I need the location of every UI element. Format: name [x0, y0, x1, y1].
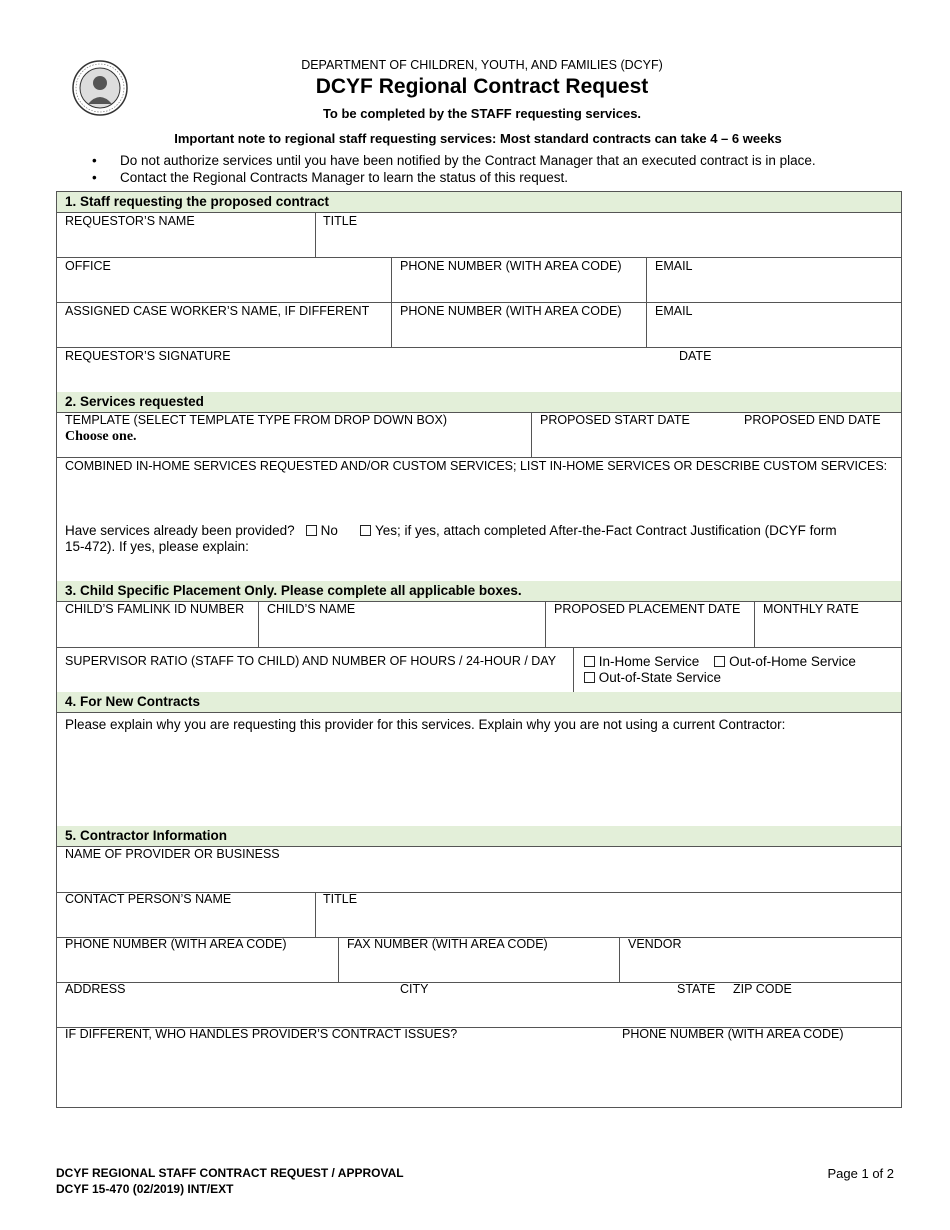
requestor-name-field[interactable]: REQUESTOR’S NAME: [65, 214, 195, 228]
form-subtitle: To be completed by the STAFF requesting services.: [322, 106, 642, 121]
section-4-heading: 4. For New Contracts: [57, 692, 901, 713]
list-item: • Contact the Regional Contracts Manager to learn the status of this request.: [92, 169, 568, 185]
template-dropdown[interactable]: Choose one.: [65, 429, 137, 444]
footer-form-name: DCYF REGIONAL STAFF CONTRACT REQUEST / APPROVAL: [56, 1166, 404, 1180]
requestor-phone-field[interactable]: PHONE NUMBER (WITH AREA CODE): [400, 259, 622, 273]
page-number: Page 1 of 2: [827, 1166, 894, 1181]
template-label: TEMPLATE (SELECT TEMPLATE TYPE FROM DROP DOWN BOX): [65, 413, 448, 427]
requestor-title-field[interactable]: TITLE: [323, 214, 358, 228]
address-field[interactable]: ADDRESS: [65, 982, 126, 996]
famlink-id-field[interactable]: CHILD’S FAMLINK ID NUMBER: [65, 602, 245, 616]
vendor-field[interactable]: VENDOR: [628, 937, 682, 951]
yes-checkbox[interactable]: [360, 525, 371, 536]
contract-issues-phone-field[interactable]: PHONE NUMBER (WITH AREA CODE): [622, 1027, 844, 1041]
case-worker-email-field[interactable]: EMAIL: [655, 304, 693, 318]
child-name-field[interactable]: CHILD’S NAME: [267, 602, 356, 616]
requestor-signature-field[interactable]: REQUESTOR’S SIGNATURE: [65, 349, 231, 363]
section-1-heading: 1. Staff requesting the proposed contract: [57, 192, 901, 213]
provider-phone-field[interactable]: PHONE NUMBER (WITH AREA CODE): [65, 937, 287, 951]
new-contract-explanation-field[interactable]: Please explain why you are requesting this provider for this services. Explain why you are not using a current Contractor:: [65, 717, 786, 732]
service-type-options: [584, 654, 856, 669]
state-field[interactable]: STATE: [677, 982, 716, 996]
case-worker-phone-field[interactable]: PHONE NUMBER (WITH AREA CODE): [400, 304, 622, 318]
list-item: • Do not authorize services until you have been notified by the Contract Manager that an executed contract is in place.: [92, 153, 816, 168]
contact-title-field[interactable]: TITLE: [323, 892, 358, 906]
important-note: Important note to regional staff requesting services: Most standard contracts can take 4 – 6 weeks: [174, 131, 782, 146]
services-explain-field[interactable]: 15-472). If yes, please explain:: [65, 539, 249, 554]
in-home-label: In-Home Service: [598, 654, 700, 669]
contract-issues-contact-field[interactable]: IF DIFFERENT, WHO HANDLES PROVIDER’S CONTRACT ISSUES?: [65, 1027, 458, 1041]
requestor-email-field[interactable]: EMAIL: [655, 259, 693, 273]
zip-code-field[interactable]: ZIP CODE: [733, 982, 792, 996]
services-provided-question: Have services already been provided? No Yes; if yes, attach completed After-the-Fact Contract Justification (DCYF form: [65, 523, 837, 538]
provider-name-field[interactable]: NAME OF PROVIDER OR BUSINESS: [65, 847, 280, 861]
department-name: DEPARTMENT OF CHILDREN, YOUTH, AND FAMILIES (DCYF): [301, 58, 663, 72]
placement-date-field[interactable]: PROPOSED PLACEMENT DATE: [554, 602, 741, 616]
out-of-home-label: Out-of-Home Service: [729, 654, 856, 669]
section-2-heading: 2. Services requested: [57, 392, 901, 413]
contract-request-form: [56, 191, 902, 1108]
provider-fax-field[interactable]: FAX NUMBER (WITH AREA CODE): [347, 937, 548, 951]
combined-services-field[interactable]: COMBINED IN-HOME SERVICES REQUESTED AND/OR CUSTOM SERVICES; LIST IN-HOME SERVICES OR DESCRIBE CUSTOM SERVICES:: [65, 459, 888, 473]
section-5-heading: 5. Contractor Information: [57, 826, 901, 847]
supervisor-ratio-field[interactable]: SUPERVISOR RATIO (STAFF TO CHILD) AND NUMBER OF HOURS / 24-HOUR / DAY: [65, 654, 557, 668]
in-home-checkbox[interactable]: [584, 656, 595, 667]
contact-name-field[interactable]: CONTACT PERSON’S NAME: [65, 892, 232, 906]
proposed-end-date-field[interactable]: PROPOSED END DATE: [744, 413, 881, 427]
yes-label: Yes; if yes, attach completed After-the-Fact Contract Justification (DCYF form: [374, 523, 837, 538]
out-of-home-checkbox[interactable]: [714, 656, 725, 667]
out-of-state-checkbox[interactable]: [584, 672, 595, 683]
out-of-state-label: Out-of-State Service: [598, 670, 722, 685]
office-field[interactable]: OFFICE: [65, 259, 111, 273]
proposed-start-date-field[interactable]: PROPOSED START DATE: [540, 413, 690, 427]
case-worker-name-field[interactable]: ASSIGNED CASE WORKER’S NAME, IF DIFFERENT: [65, 304, 370, 318]
no-label: No: [320, 523, 338, 538]
out-of-state-option: [584, 670, 721, 685]
monthly-rate-field[interactable]: MONTHLY RATE: [763, 602, 859, 616]
section-3-heading: 3. Child Specific Placement Only. Please complete all applicable boxes.: [57, 581, 901, 602]
form-title: DCYF Regional Contract Request: [315, 75, 649, 98]
signature-date-field[interactable]: DATE: [679, 349, 712, 363]
instruction-list: [92, 153, 816, 186]
footer-form-number: DCYF 15-470 (02/2019) INT/EXT: [56, 1182, 234, 1196]
no-checkbox[interactable]: [306, 525, 317, 536]
city-field[interactable]: CITY: [400, 982, 429, 996]
